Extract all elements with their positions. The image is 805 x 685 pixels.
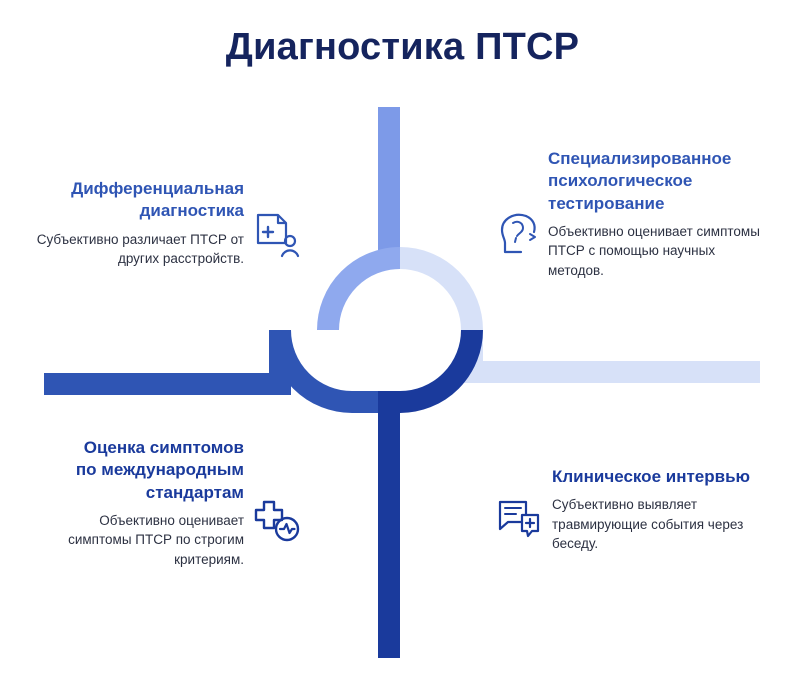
block-standards-heading: Оценка симптомов по международным стандартам <box>75 438 244 502</box>
block-specialized-testing <box>548 148 766 280</box>
block-differential-diagnosis <box>28 178 244 268</box>
medical-cross-pulse-icon <box>252 498 304 551</box>
block-testing-body: Объективно оценивает симптомы ПТСР с помощью научных методов. <box>548 224 760 278</box>
block-standards-body: Объективно оценивает симптомы ПТСР по строгим критериям. <box>68 513 244 567</box>
block-clinical-interview <box>552 466 766 553</box>
patient-document-icon <box>252 211 304 268</box>
ring-segment-upper-left <box>328 258 400 330</box>
block-interview-body: Субъективно выявляет травмирующие события через беседу. <box>552 497 744 551</box>
page-title: Диагностика ПТСР <box>225 26 580 68</box>
arm-bottom-left <box>44 330 389 402</box>
block-differential-body: Субъективно различает ПТСР от других расстройств. <box>36 231 244 267</box>
block-testing-heading: Специализированное психологическое тестирование <box>548 149 732 213</box>
block-differential-heading: Дифференциальная диагностика <box>71 179 244 221</box>
arm-bottom <box>389 330 472 658</box>
block-international-standards <box>62 437 244 569</box>
head-brain-icon <box>496 210 540 263</box>
block-interview-heading: Клиническое интервью <box>552 467 751 486</box>
speech-bubble-cross-icon <box>496 497 544 546</box>
